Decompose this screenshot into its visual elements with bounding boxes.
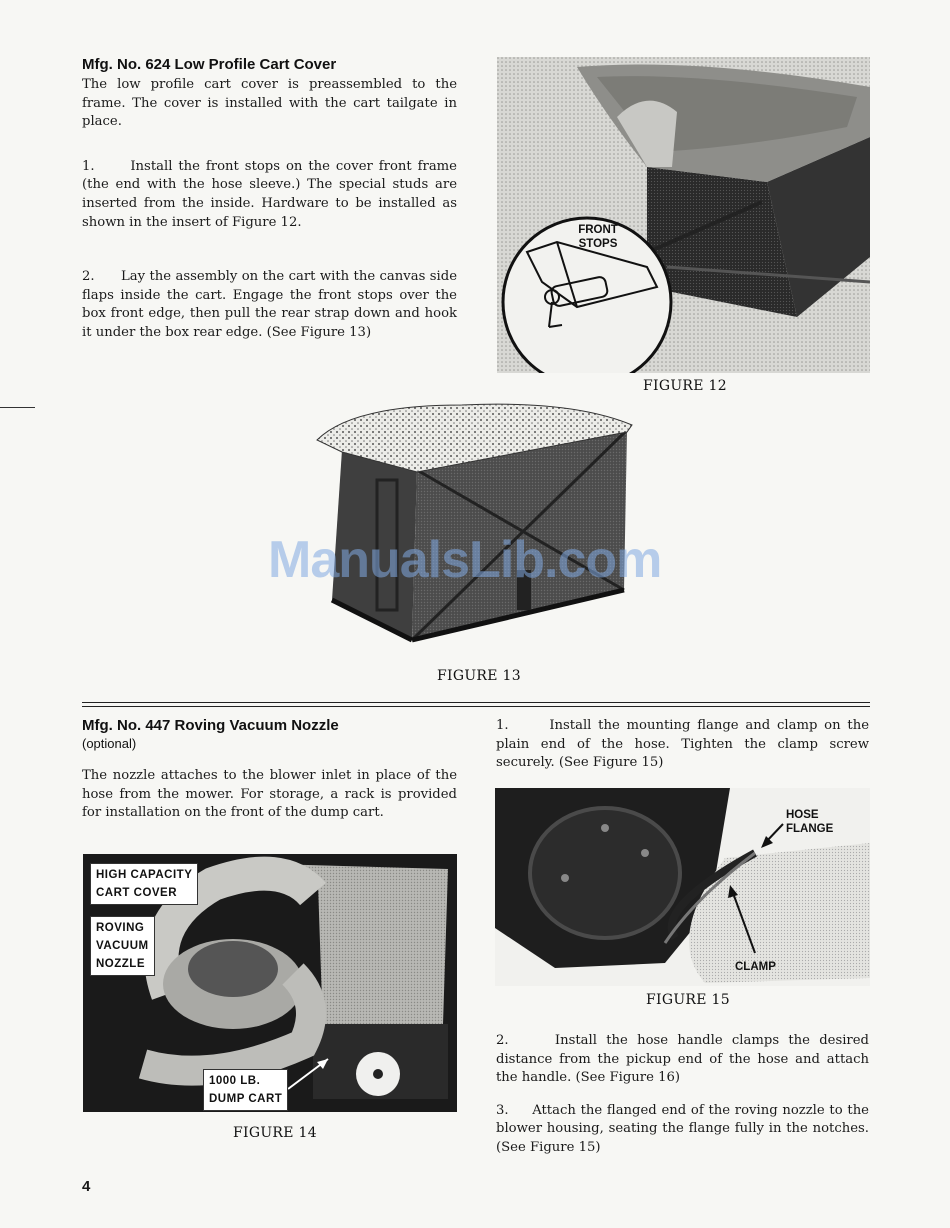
step-1-cart-cover [82, 158, 457, 232]
figure-13-illustration [312, 400, 642, 658]
step-text: Install the front stops on the cover front frame (the end with the hose sleeve.) The special studs are inserted from the inside. Hardware to be installed as shown in the insert of Figure 12. [82, 158, 457, 230]
label-dump-cart [203, 1069, 288, 1111]
callout-line: HOSE [786, 809, 819, 821]
callout-line: FRONT [578, 224, 618, 236]
figure-15-caption: FIGURE 15 [646, 992, 730, 1008]
figure-12-photo [497, 57, 870, 373]
label-line: ROVING [96, 922, 145, 934]
label-line: HIGH CAPACITY [96, 869, 193, 881]
roving-steps-2-3 [496, 1032, 869, 1158]
step-1-roving [496, 717, 869, 773]
section-624-text [82, 56, 457, 343]
step-text: Install the mounting flange and clamp on the plain end of the hose. Tighten the clamp screw securely. (See Figure 15) [496, 718, 869, 771]
intro-cart-cover: The low profile cart cover is preassembled to the frame. The cover is installed with the cart tailgate in place. [82, 77, 457, 130]
heading-roving-nozzle: Mfg. No. 447 Roving Vacuum Nozzle [82, 717, 339, 734]
intro-roving-nozzle: The nozzle attaches to the blower inlet in place of the hose from the mower. For storage, a rack is provided for installation on the front of the dump cart. [82, 768, 457, 821]
step-2-roving [496, 1032, 869, 1088]
step-text: Lay the assembly on the cart with the canvas side flaps inside the cart. Engage the front stops over the box front edge, then pull the rear strap down and hook it under the box rear edge. (See Figure 13) [82, 269, 457, 340]
step-text: Install the hose handle clamps the desired distance from the pickup end of the hose and attach the handle. (See Figure 16) [496, 1033, 869, 1086]
figure-13-photo [312, 400, 642, 658]
watermark: ManualsLib.com [268, 531, 662, 589]
figure-14-caption: FIGURE 14 [233, 1125, 317, 1141]
label-line: 1000 LB. [209, 1075, 261, 1087]
roving-step-1 [496, 717, 869, 773]
step-text: Attach the flanged end of the roving nozzle to the blower housing, seating the flange fully in the notches. (See Figure 15) [496, 1102, 869, 1155]
section-divider-top [82, 702, 870, 703]
figure-14-photo [83, 854, 457, 1112]
callout-line: STOPS [578, 238, 618, 250]
callout-line: FLANGE [786, 823, 834, 835]
label-roving-vacuum-nozzle [90, 916, 155, 976]
step-number: 3. [496, 1102, 509, 1118]
section-447-text [82, 717, 457, 823]
figure-15-callout-clamp: CLAMP [735, 961, 776, 973]
step-3-roving [496, 1102, 869, 1158]
figure-13-caption: FIGURE 13 [437, 668, 521, 684]
section-divider-bottom [82, 706, 870, 707]
figure-15-callout-hose-flange [786, 808, 833, 836]
subheading-optional: (optional) [82, 736, 137, 751]
figure-12-caption: FIGURE 12 [643, 378, 727, 394]
step-number: 1. [496, 718, 509, 733]
figure-12-callout-front-stops [573, 223, 623, 251]
label-line: VACUUM [96, 940, 149, 952]
label-line: CART COVER [96, 887, 178, 899]
heading-cart-cover: Mfg. No. 624 Low Profile Cart Cover [82, 56, 337, 73]
step-number: 1. [82, 158, 95, 174]
margin-mark [0, 407, 35, 408]
step-number: 2. [496, 1033, 509, 1048]
step-number: 2. [82, 269, 95, 285]
page-number: 4 [82, 1178, 91, 1195]
label-high-capacity-cart-cover [90, 863, 198, 905]
figure-12-illustration [497, 57, 870, 373]
step-2-cart-cover [82, 268, 457, 342]
label-line: NOZZLE [96, 958, 145, 970]
figure-15-photo [495, 788, 870, 986]
label-line: DUMP CART [209, 1093, 283, 1105]
